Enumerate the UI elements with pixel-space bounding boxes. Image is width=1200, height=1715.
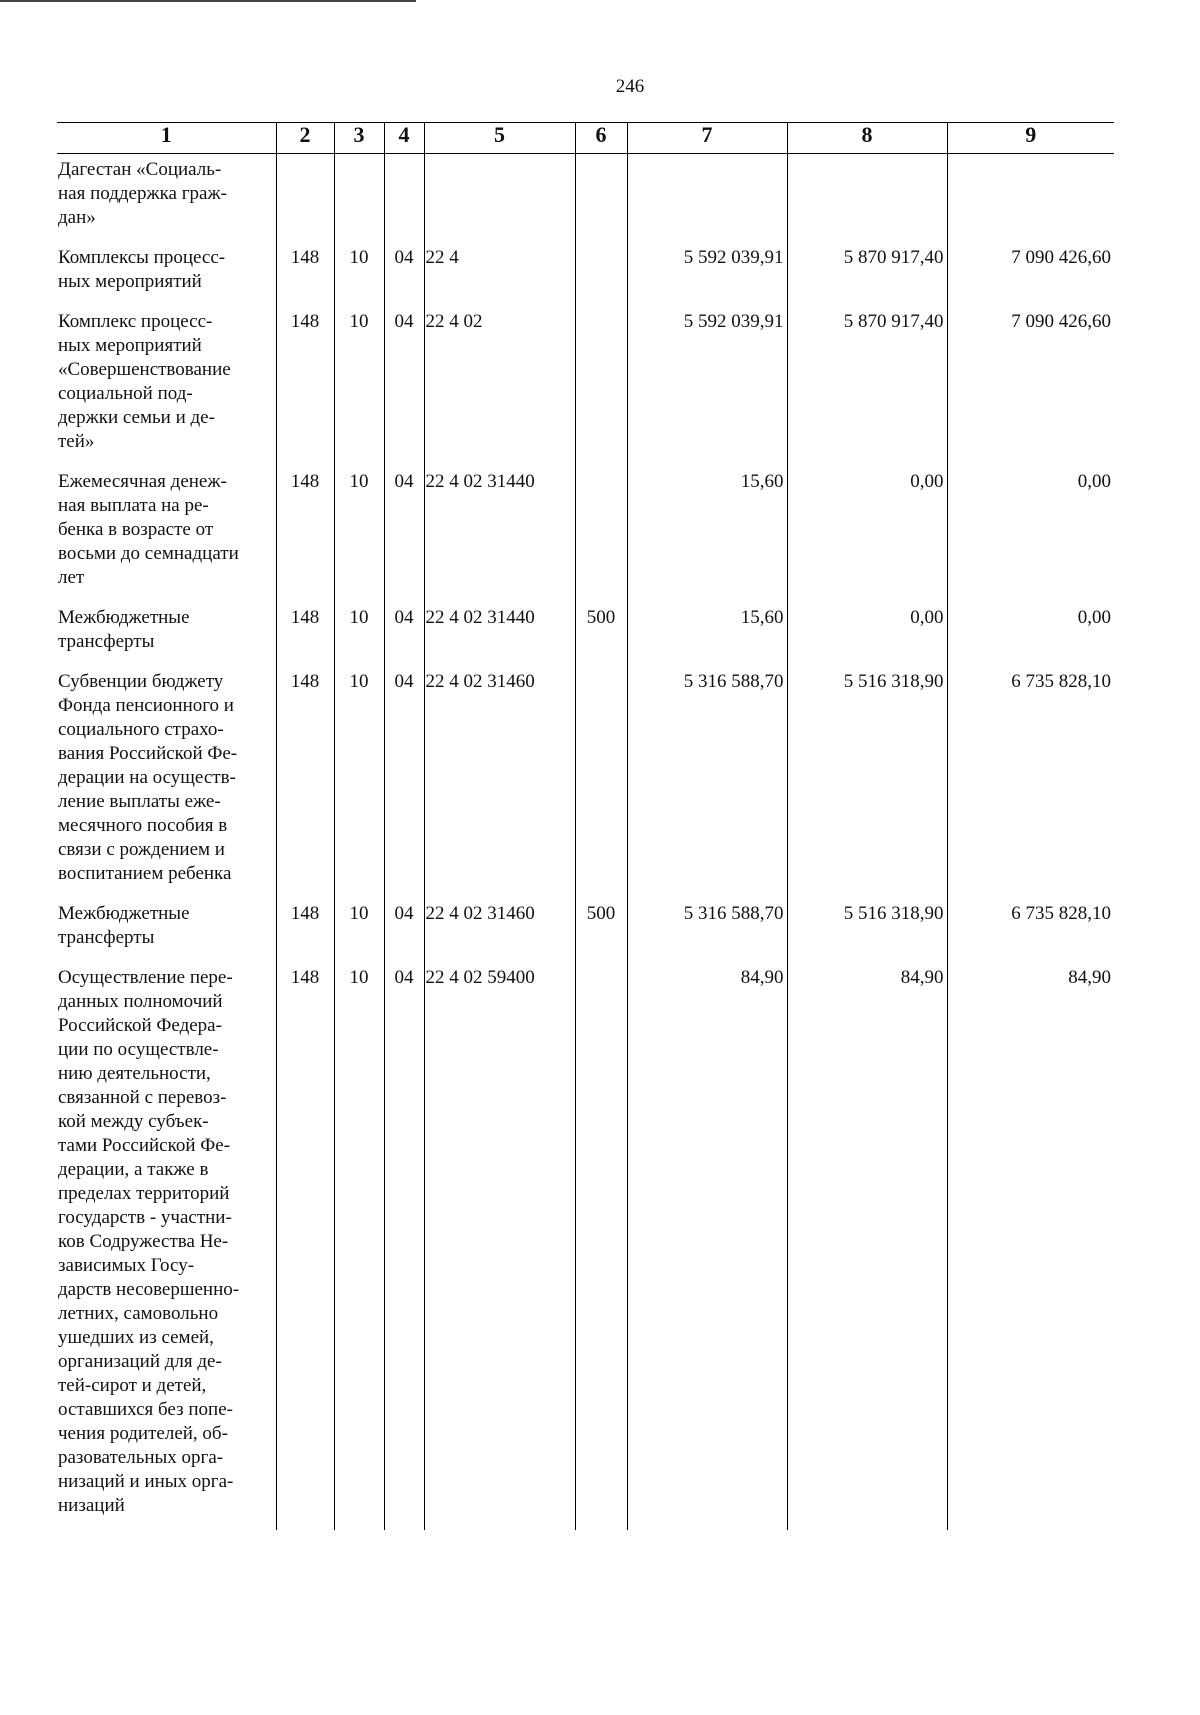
subsection-code-cell: 04 bbox=[384, 602, 424, 666]
ministry-code-cell: 148 bbox=[276, 602, 334, 666]
subsection-code-cell: 04 bbox=[384, 306, 424, 466]
column-header-6: 6 bbox=[575, 123, 627, 154]
expense-type-cell bbox=[575, 666, 627, 898]
amount-col9-cell: 7 090 426,60 bbox=[947, 242, 1114, 306]
ministry-code-cell: 148 bbox=[276, 666, 334, 898]
expense-type-cell bbox=[575, 242, 627, 306]
table-row bbox=[57, 602, 1114, 666]
amount-col7-cell: 5 316 588,70 bbox=[627, 666, 787, 898]
amount-col9-cell: 7 090 426,60 bbox=[947, 306, 1114, 466]
amount-col9-cell: 6 735 828,10 bbox=[947, 666, 1114, 898]
section-code-cell: 10 bbox=[334, 898, 384, 962]
page-number: 246 bbox=[615, 76, 645, 97]
amount-col7-cell: 84,90 bbox=[627, 962, 787, 1530]
ministry-code-cell: 148 bbox=[276, 242, 334, 306]
amount-col7-cell: 15,60 bbox=[627, 602, 787, 666]
budget-table bbox=[57, 122, 1114, 1530]
expense-type-cell: 500 bbox=[575, 602, 627, 666]
ministry-code-cell: 148 bbox=[276, 306, 334, 466]
table-row bbox=[57, 898, 1114, 962]
amount-col7-cell: 5 316 588,70 bbox=[627, 898, 787, 962]
amount-col9-cell: 0,00 bbox=[947, 602, 1114, 666]
amount-col8-cell bbox=[787, 154, 947, 243]
amount-col8-cell: 84,90 bbox=[787, 962, 947, 1530]
section-code-cell bbox=[334, 154, 384, 243]
section-code-cell: 10 bbox=[334, 666, 384, 898]
amount-col9-cell: 0,00 bbox=[947, 466, 1114, 602]
row-name-cell: Субвенции бюджету Фонда пенсионного и социального страхо- вания Российской Фе- дерации на осуществ- ление выплаты еже- месячного пособия в связи с рождением и воспитанием ребенка bbox=[57, 666, 276, 898]
row-name-cell: Межбюджетные трансферты bbox=[57, 602, 276, 666]
column-header-4: 4 bbox=[384, 123, 424, 154]
section-code-cell: 10 bbox=[334, 306, 384, 466]
ministry-code-cell bbox=[276, 154, 334, 243]
target-article-cell: 22 4 02 31460 bbox=[424, 666, 575, 898]
subsection-code-cell: 04 bbox=[384, 242, 424, 306]
amount-col8-cell: 0,00 bbox=[787, 466, 947, 602]
expense-type-cell bbox=[575, 306, 627, 466]
amount-col7-cell: 5 592 039,91 bbox=[627, 306, 787, 466]
table-row bbox=[57, 242, 1114, 306]
amount-col7-cell: 15,60 bbox=[627, 466, 787, 602]
amount-col7-cell: 5 592 039,91 bbox=[627, 242, 787, 306]
row-name-cell: Дагестан «Социаль- ная поддержка граж- дан» bbox=[57, 154, 276, 243]
section-code-cell: 10 bbox=[334, 602, 384, 666]
target-article-cell: 22 4 02 31440 bbox=[424, 602, 575, 666]
row-name-cell: Ежемесячная денеж- ная выплата на ре- бенка в возрасте от восьми до семнадцати лет bbox=[57, 466, 276, 602]
subsection-code-cell: 04 bbox=[384, 962, 424, 1530]
column-header-3: 3 bbox=[334, 123, 384, 154]
column-header-8: 8 bbox=[787, 123, 947, 154]
amount-col9-cell: 6 735 828,10 bbox=[947, 898, 1114, 962]
table-row bbox=[57, 154, 1114, 243]
table-body bbox=[57, 154, 1114, 1531]
amount-col9-cell bbox=[947, 154, 1114, 243]
table-row bbox=[57, 466, 1114, 602]
amount-col8-cell: 5 516 318,90 bbox=[787, 898, 947, 962]
amount-col8-cell: 0,00 bbox=[787, 602, 947, 666]
table-header-row bbox=[57, 123, 1114, 154]
target-article-cell: 22 4 bbox=[424, 242, 575, 306]
ministry-code-cell: 148 bbox=[276, 962, 334, 1530]
column-header-5: 5 bbox=[424, 123, 575, 154]
row-name-cell: Межбюджетные трансферты bbox=[57, 898, 276, 962]
target-article-cell: 22 4 02 bbox=[424, 306, 575, 466]
table-row bbox=[57, 962, 1114, 1530]
amount-col8-cell: 5 870 917,40 bbox=[787, 242, 947, 306]
table-row bbox=[57, 666, 1114, 898]
column-header-2: 2 bbox=[276, 123, 334, 154]
column-header-1: 1 bbox=[57, 123, 276, 154]
subsection-code-cell: 04 bbox=[384, 666, 424, 898]
subsection-code-cell: 04 bbox=[384, 898, 424, 962]
subsection-code-cell: 04 bbox=[384, 466, 424, 602]
target-article-cell: 22 4 02 31460 bbox=[424, 898, 575, 962]
row-name-cell: Комплексы процесс- ных мероприятий bbox=[57, 242, 276, 306]
expense-type-cell: 500 bbox=[575, 898, 627, 962]
table-row bbox=[57, 306, 1114, 466]
section-code-cell: 10 bbox=[334, 962, 384, 1530]
expense-type-cell bbox=[575, 154, 627, 243]
subsection-code-cell bbox=[384, 154, 424, 243]
target-article-cell: 22 4 02 59400 bbox=[424, 962, 575, 1530]
section-code-cell: 10 bbox=[334, 242, 384, 306]
row-name-cell: Комплекс процесс- ных мероприятий «Совершенствование социальной под- держки семьи и де- тей» bbox=[57, 306, 276, 466]
expense-type-cell bbox=[575, 962, 627, 1530]
top-scan-rule bbox=[0, 0, 416, 2]
column-header-9: 9 bbox=[947, 123, 1114, 154]
expense-type-cell bbox=[575, 466, 627, 602]
amount-col8-cell: 5 516 318,90 bbox=[787, 666, 947, 898]
ministry-code-cell: 148 bbox=[276, 898, 334, 962]
column-header-7: 7 bbox=[627, 123, 787, 154]
section-code-cell: 10 bbox=[334, 466, 384, 602]
row-name-cell: Осуществление пере- данных полномочий Российской Федера- ции по осуществле- нию деятельности, связанной с перевоз- кой между субъек- тами Российской Фе- дерации, а также в пределах территорий государств - участни- ков Содружества Не- зависимых Госу- дарств несовершенно- летних, самовольно ушедших из семей, организаций для де- тей-сирот и детей, оставшихся без попе- чения родителей, об- разовательных орга- низаций и иных орга- низаций bbox=[57, 962, 276, 1530]
amount-col9-cell: 84,90 bbox=[947, 962, 1114, 1530]
amount-col8-cell: 5 870 917,40 bbox=[787, 306, 947, 466]
amount-col7-cell bbox=[627, 154, 787, 243]
target-article-cell bbox=[424, 154, 575, 243]
ministry-code-cell: 148 bbox=[276, 466, 334, 602]
target-article-cell: 22 4 02 31440 bbox=[424, 466, 575, 602]
